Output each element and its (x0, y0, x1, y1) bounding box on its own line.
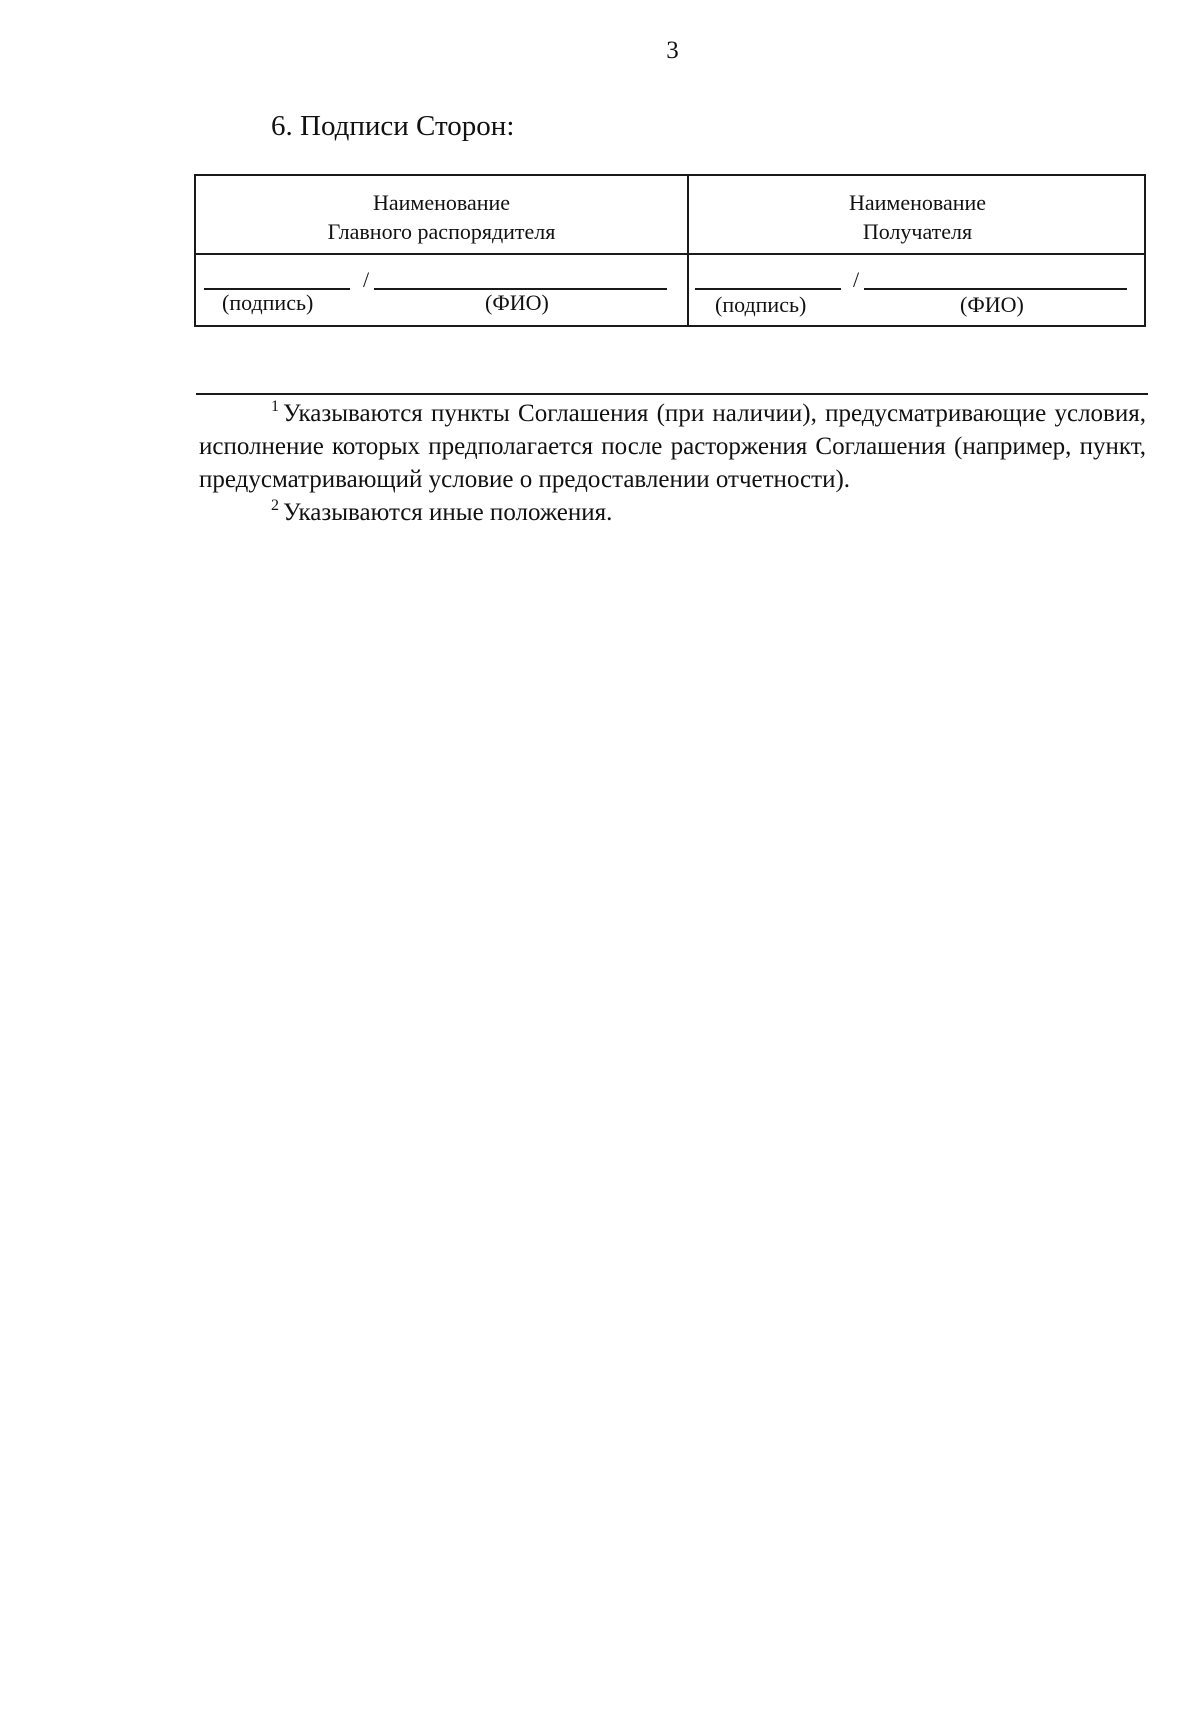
footnotes (199, 397, 1146, 529)
party-name-recipient (689, 188, 1146, 246)
signature-caption: (подпись) (715, 292, 807, 317)
footnote-text: Указываются иные положения. (283, 499, 613, 526)
full-name-line[interactable] (864, 288, 1127, 290)
page-number: 3 (666, 37, 679, 64)
footnote-marker: 1 (271, 398, 279, 415)
footnote-text: Указываются пункты Соглашения (при наличии), предусматривающие условия, исполнение которых предполагается после расторжения Соглашения (например, пункт, предусматривающий условие о предоставлении отчетности). (199, 400, 1146, 493)
full-name-caption: (ФИО) (960, 292, 1024, 317)
party-name-line: Наименование (372, 190, 511, 215)
table-row-divider (196, 253, 1144, 255)
signature-caption: (подпись) (222, 290, 314, 315)
party-name-line: Наименование (848, 190, 987, 215)
section-title: 6. Подписи Сторон: (271, 110, 515, 142)
signature-slash: / (363, 267, 370, 292)
footnote-separator (196, 393, 1148, 395)
footnote-1 (199, 397, 1146, 496)
signature-line[interactable] (695, 288, 841, 290)
party-name-line: Главного распорядителя (327, 219, 556, 244)
party-name-main-administrator (196, 188, 687, 246)
signature-slash: / (853, 267, 860, 292)
full-name-caption: (ФИО) (485, 290, 549, 315)
footnote-2 (199, 496, 1146, 529)
footnote-marker: 2 (271, 497, 279, 514)
party-name-line: Получателя (862, 219, 973, 244)
signatures-table (194, 174, 1146, 327)
